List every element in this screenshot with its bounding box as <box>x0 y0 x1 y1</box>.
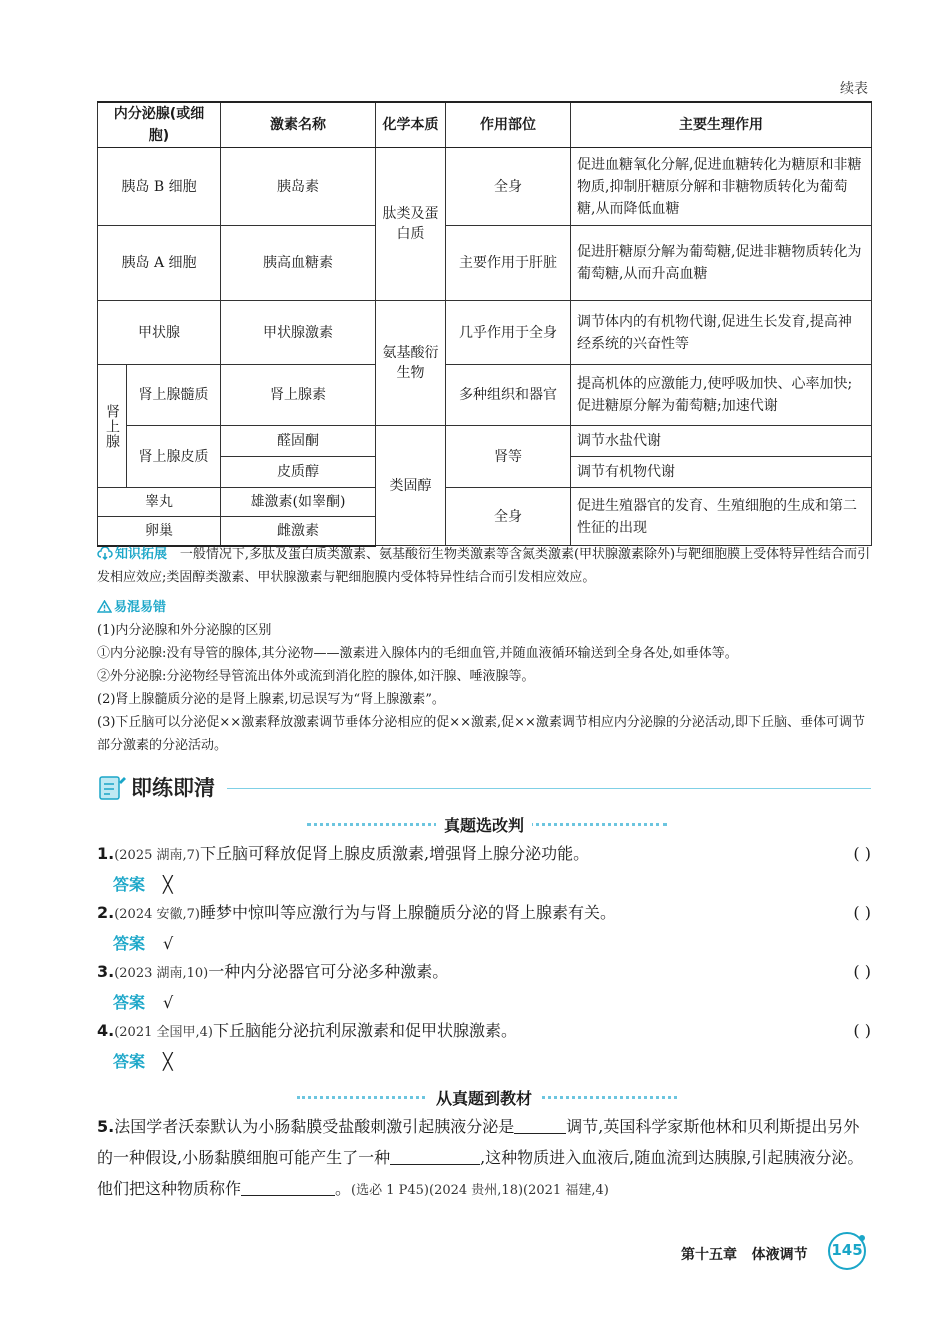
confusion-line: (1)内分泌腺和外分泌腺的区别 <box>97 623 272 638</box>
question-2 <box>97 901 871 927</box>
function-cell: 促进血糖氧化分解,促进血糖转化为糖原和非糖物质,抑制肝糖原分解和非糖物质转化为葡萄糖,从而降低血糖 <box>571 148 872 226</box>
answer-label: 答案 <box>113 934 146 953</box>
check-mark: √ <box>163 934 174 953</box>
question-text: 睡梦中惊叫等应激行为与肾上腺髓质分泌的肾上腺素有关。 <box>199 903 616 922</box>
answer-3 <box>113 990 173 1013</box>
site-cell: 几乎作用于全身 <box>446 301 571 365</box>
warning-icon <box>97 600 112 613</box>
hormone-cell: 醛固酮 <box>221 426 376 457</box>
answer-bracket[interactable]: ( ) <box>853 844 871 863</box>
check-mark: √ <box>163 993 174 1012</box>
page-number-badge <box>826 1230 868 1272</box>
header-function: 主要生理作用 <box>571 102 872 148</box>
function-cell: 提高机体的应激能力,使呼吸加快、心率加快;促进糖原分解为葡萄糖;加速代谢 <box>571 365 872 426</box>
table-header-row <box>98 102 872 148</box>
page-number: 145 <box>831 1241 863 1259</box>
gland-cell: 胰岛 B 细胞 <box>98 148 221 226</box>
question-number: 4. <box>97 1021 115 1040</box>
section-divider <box>227 788 871 789</box>
chapter-label: 第十五章 <box>681 1247 737 1263</box>
gland-cell: 胰岛 A 细胞 <box>98 226 221 301</box>
knowledge-expansion <box>97 543 871 589</box>
hormone-cell: 胰岛素 <box>221 148 376 226</box>
notebook-pen-icon <box>97 774 127 802</box>
knowledge-tag <box>97 547 172 562</box>
hormone-cell: 甲状腺激素 <box>221 301 376 365</box>
hormone-cell: 皮质醇 <box>221 457 376 488</box>
confusion-line: (2)肾上腺髓质分泌的是肾上腺素,切忌误写为“肾上腺激素”。 <box>97 692 445 707</box>
nature-cell: 类固醇 <box>376 426 446 546</box>
question-text: 下丘脑可释放促肾上腺皮质激素,增强肾上腺分泌功能。 <box>199 844 590 863</box>
question-text: 法国学者沃泰默认为小肠黏膜受盐酸刺激引起胰液分泌是 <box>114 1117 515 1136</box>
question-source: (2021 全国甲,4) <box>114 1025 213 1040</box>
confusion-tag-label: 易混易错 <box>114 600 167 615</box>
adrenal-gland-cell: 肾上腺 <box>98 365 127 488</box>
knowledge-text: 一般情况下,多肽及蛋白质类激素、氨基酸衍生物类激素等含氮类激素(甲状腺激素除外)与靶细胞膜上受体特异性结合而引发相应效应;类固醇类激素、甲状腺激素与靶细胞膜内受体特异性结合而引发相应效应。 <box>97 547 871 585</box>
table-row <box>98 488 872 517</box>
table-row <box>98 301 872 365</box>
function-cell: 促进生殖器官的发育、生殖细胞的生成和第二性征的出现 <box>571 488 872 546</box>
confusion-box <box>97 596 871 757</box>
chapter-title: 体液调节 <box>751 1247 808 1263</box>
question-5 <box>97 1111 871 1206</box>
function-cell: 调节有机物代谢 <box>571 457 872 488</box>
hormone-cell: 肾上腺素 <box>221 365 376 426</box>
question-text: 下丘脑能分泌抗利尿激素和促甲状腺激素。 <box>212 1021 517 1040</box>
practice-section-header <box>97 770 871 804</box>
question-number: 2. <box>97 903 115 922</box>
function-cell: 促进肝糖原分解为葡萄糖,促进非糖物质转化为葡萄糖,从而升高血糖 <box>571 226 872 301</box>
hormone-cell: 雌激素 <box>221 517 376 546</box>
question-text: 一种内分泌器官可分泌多种激素。 <box>208 962 449 981</box>
fill-blank-2[interactable] <box>390 1146 480 1165</box>
site-cell: 全身 <box>446 148 571 226</box>
table-row <box>98 148 872 226</box>
question-number: 5. <box>97 1117 115 1136</box>
answer-label: 答案 <box>113 993 146 1012</box>
question-text: 。 <box>335 1179 352 1198</box>
function-cell: 调节水盐代谢 <box>571 426 872 457</box>
gland-cell: 睾丸 <box>98 488 221 517</box>
knowledge-tag-label: 知识拓展 <box>115 547 168 562</box>
table-row <box>98 226 872 301</box>
nature-cell: 氨基酸衍生物 <box>376 301 446 426</box>
sub-header-title: 从真题到教材 <box>428 1089 540 1108</box>
gland-cell: 肾上腺皮质 <box>127 426 221 488</box>
site-cell: 主要作用于肝脏 <box>446 226 571 301</box>
header-gland: 内分泌腺(或细胞) <box>98 102 221 148</box>
question-text: 调节,英国科学家斯他林和贝利斯提出另外的一种假设,小肠黏膜细胞可能产生了一种 <box>97 1117 860 1167</box>
question-3 <box>97 960 871 986</box>
sub-header-textbook <box>97 1086 871 1108</box>
sub-header-true-or-false <box>97 813 871 835</box>
question-number: 1. <box>97 844 115 863</box>
site-cell: 多种组织和器官 <box>446 365 571 426</box>
hormone-cell: 胰高血糖素 <box>221 226 376 301</box>
answer-bracket[interactable]: ( ) <box>853 962 871 981</box>
footer-chapter <box>681 1244 808 1264</box>
question-4 <box>97 1019 871 1045</box>
fill-blank-1[interactable] <box>514 1115 566 1134</box>
table-row <box>98 365 872 426</box>
header-hormone: 激素名称 <box>221 102 376 148</box>
site-cell: 全身 <box>446 488 571 546</box>
question-1 <box>97 842 871 868</box>
answer-4 <box>113 1049 173 1072</box>
nature-cell: 肽类及蛋白质 <box>376 148 446 301</box>
cross-mark: ╳ <box>163 875 173 894</box>
table-row <box>98 426 872 457</box>
hormone-table <box>97 101 872 547</box>
answer-label: 答案 <box>113 1052 146 1071</box>
confusion-tag <box>97 596 871 619</box>
question-source: (2023 湖南,10) <box>114 966 209 981</box>
answer-2 <box>113 931 173 954</box>
question-source: (选必 1 P45)(2024 贵州,18)(2021 福建,4) <box>351 1183 609 1198</box>
fill-blank-3[interactable] <box>241 1177 335 1196</box>
cross-mark: ╳ <box>163 1052 173 1071</box>
function-cell: 调节体内的有机物代谢,促进生长发育,提高神经系统的兴奋性等 <box>571 301 872 365</box>
cloud-download-icon <box>97 547 113 560</box>
gland-cell: 肾上腺髓质 <box>127 365 221 426</box>
question-number: 3. <box>97 962 115 981</box>
gland-cell: 甲状腺 <box>98 301 221 365</box>
confusion-line: ①内分泌腺:没有导管的腺体,其分泌物——激素进入腺体内的毛细血管,并随血液循环输送到全身各处,如垂体等。 <box>97 646 738 661</box>
question-source: (2025 湖南,7) <box>114 848 200 863</box>
hormone-cell: 雄激素(如睾酮) <box>221 488 376 517</box>
question-text: ,这种物质进入血液后,随血流到达胰腺,引起胰液分泌。他们把这种物质称作 <box>97 1148 864 1198</box>
question-source: (2024 安徽,7) <box>114 907 200 922</box>
answer-label: 答案 <box>113 875 146 894</box>
sub-header-title: 真题选改判 <box>436 816 532 835</box>
answer-1 <box>113 872 173 895</box>
gland-cell: 卵巢 <box>98 517 221 546</box>
continued-label: 续表 <box>840 81 868 97</box>
answer-bracket[interactable]: ( ) <box>853 1021 871 1040</box>
confusion-line: (3)下丘脑可以分泌促××激素释放激素调节垂体分泌相应的促××激素,促××激素调节相应内分泌腺的分泌活动,即下丘脑、垂体可调节部分激素的分泌活动。 <box>97 715 866 753</box>
confusion-line: ②外分泌腺:分泌物经导管流出体外或流到消化腔的腺体,如汗腺、唾液腺等。 <box>97 669 535 684</box>
site-cell: 肾等 <box>446 426 571 488</box>
header-nature: 化学本质 <box>376 102 446 148</box>
practice-section-title: 即练即清 <box>131 776 215 800</box>
answer-bracket[interactable]: ( ) <box>853 903 871 922</box>
header-site: 作用部位 <box>446 102 571 148</box>
